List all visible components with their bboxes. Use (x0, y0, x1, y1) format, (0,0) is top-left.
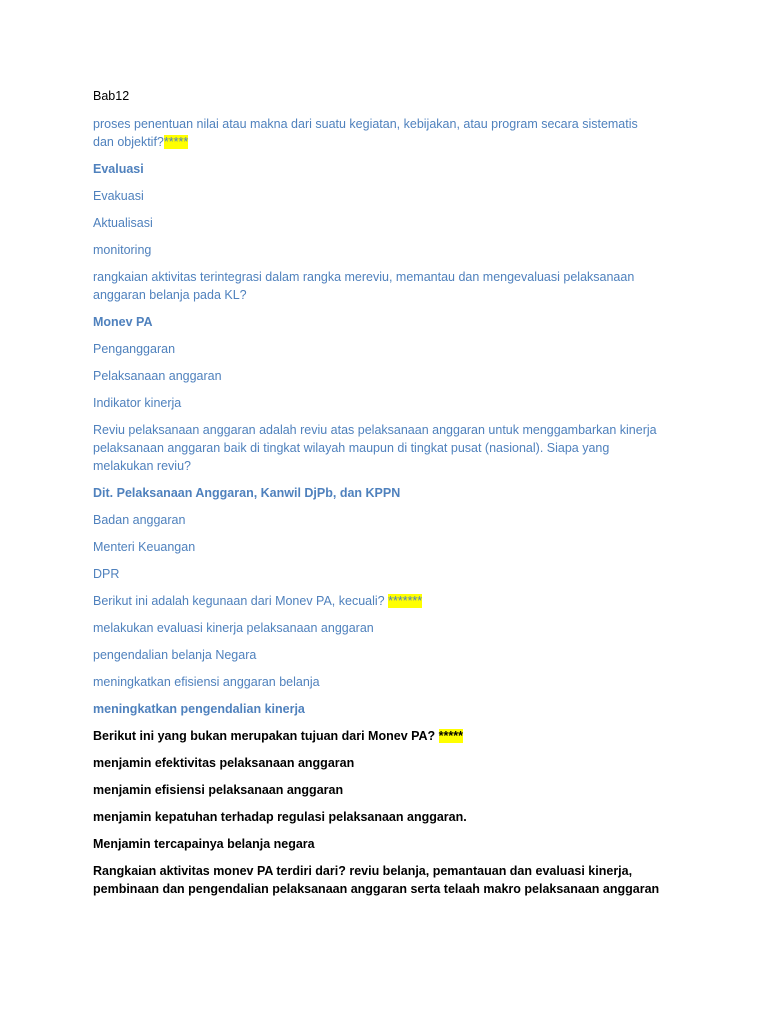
question-1-answer-3: Aktualisasi (93, 216, 153, 230)
question-1 (93, 115, 683, 151)
question-2-answer-2: Penganggaran (93, 342, 176, 356)
question-2-answer-1: Monev PA (93, 315, 153, 329)
question-3: Reviu pelaksanaan anggaran adalah reviu atas pelaksanaan anggaran untuk menggambarkan kinerja pelaksanaan anggaran baik di tingkat wilayah maupun di tingkat pusat (nasional). Siapa yang melakukan reviu? (93, 423, 657, 473)
question-2-answer-4: Indikator kinerja (93, 396, 182, 410)
question-3-answer-1: Dit. Pelaksanaan Anggaran, Kanwil DjPb, dan KPPN (93, 486, 401, 500)
document-page (93, 87, 683, 907)
question-4-mark: ******* (388, 594, 423, 608)
question-4-answer-4: meningkatkan pengendalian kinerja (93, 702, 305, 716)
question-3-answer-2: Badan anggaran (93, 513, 186, 527)
question-4-answer-3: meningkatkan efisiensi anggaran belanja (93, 675, 320, 689)
question-5 (93, 727, 683, 745)
question-4-answer-2: pengendalian belanja Negara (93, 648, 257, 662)
question-1-answer-1: Evaluasi (93, 162, 144, 176)
question-1-answer-4: monitoring (93, 243, 152, 257)
question-2-answer-3: Pelaksanaan anggaran (93, 369, 222, 383)
question-1-answer-2: Evakuasi (93, 189, 144, 203)
question-4-answer-1: melakukan evaluasi kinerja pelaksanaan anggaran (93, 621, 374, 635)
document-title: Bab12 (93, 89, 130, 103)
question-5-mark: ***** (438, 729, 463, 743)
question-4-text: Berikut ini adalah kegunaan dari Monev PA, kecuali? (93, 594, 385, 608)
question-6: Rangkaian aktivitas monev PA terdiri dari? reviu belanja, pemantauan dan evaluasi kinerja, pembinaan dan pengendalian pelaksanaan anggaran serta telaah makro pelaksanaan anggaran (93, 864, 660, 896)
question-1-text: proses penentuan nilai atau makna dari suatu kegiatan, kebijakan, atau program secara sistematis dan objektif? (93, 117, 638, 149)
question-2: rangkaian aktivitas terintegrasi dalam rangka mereviu, memantau dan mengevaluasi pelaksanaan anggaran belanja pada KL? (93, 270, 635, 302)
question-5-answer-1: menjamin efektivitas pelaksanaan anggaran (93, 756, 355, 770)
question-5-text: Berikut ini yang bukan merupakan tujuan dari Monev PA? (93, 729, 436, 743)
question-3-answer-4: DPR (93, 567, 120, 581)
question-5-answer-2: menjamin efisiensi pelaksanaan anggaran (93, 783, 344, 797)
question-5-answer-3: menjamin kepatuhan terhadap regulasi pelaksanaan anggaran. (93, 810, 467, 824)
question-5-answer-4: Menjamin tercapainya belanja negara (93, 837, 315, 851)
question-1-mark: ***** (163, 135, 189, 149)
question-4 (93, 592, 683, 610)
question-3-answer-3: Menteri Keuangan (93, 540, 196, 554)
